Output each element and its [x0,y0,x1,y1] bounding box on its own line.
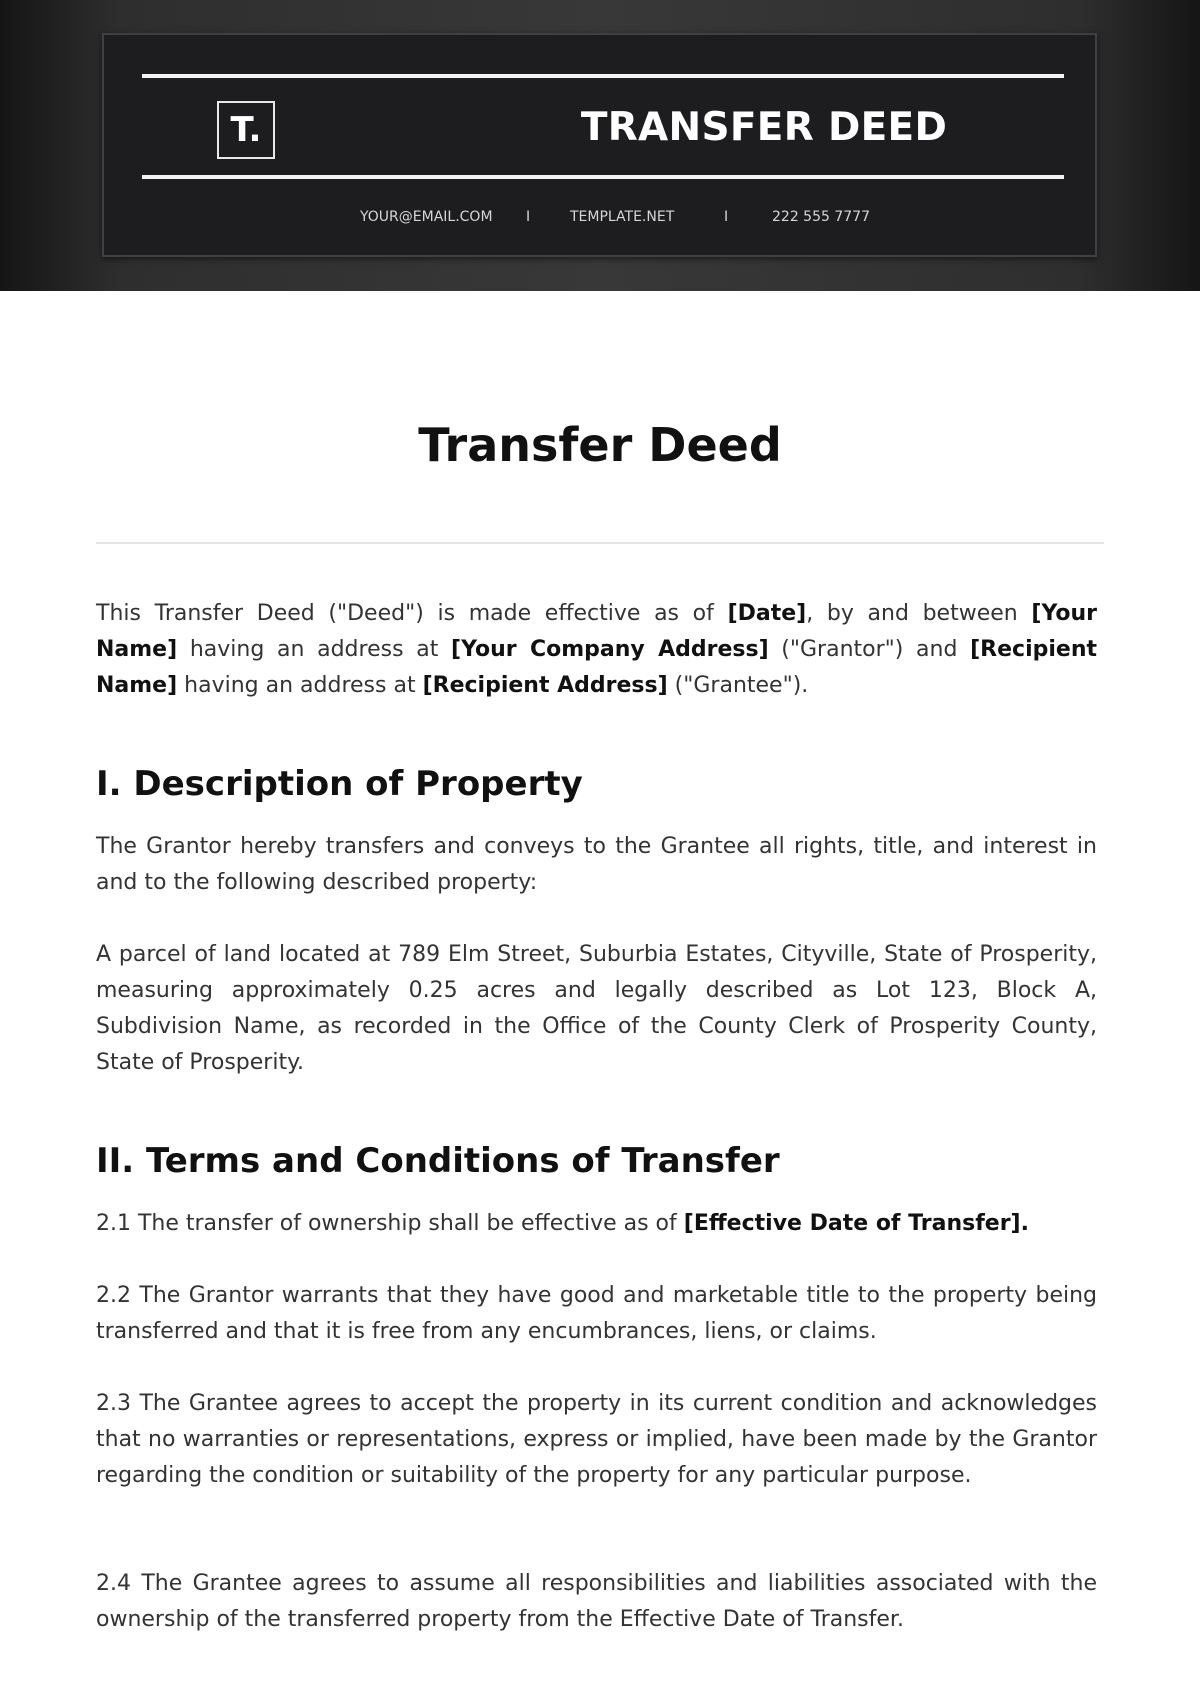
date-placeholder: [Date] [727,601,807,626]
recipient-name-placeholder: [Recipient Name] [96,637,1097,698]
banner-title: TRANSFER DEED [580,105,948,150]
section-2-heading: II. Terms and Conditions of Transfer [96,1141,780,1181]
section-1-paragraph-1: The Grantor hereby transfers and conveys to the Grantee all rights, title, and interest in and to the following described property: [96,834,1097,895]
logo: T. [217,101,275,159]
header-banner [0,0,1200,291]
clause-2-1: 2.1 The transfer of ownership shall be effective as of [Effective Date of Transfer]. [96,1211,1029,1236]
contact-separator: I [724,209,729,225]
recipient-address-placeholder: [Recipient Address] [422,673,668,698]
section-1-paragraph-2: A parcel of land located at 789 Elm Street, Suburbia Estates, Cityville, State of Prosperity, measuring approximately 0.25 acres and legally described as Lot 123, Block A, Subdivision Name, as recorded in the Office of the County Clerk of Prosperity County, State of Prosperity. [96,942,1097,1075]
contact-website: TEMPLATE.NET [570,209,675,225]
document-title: Transfer Deed [418,418,782,472]
section-1-heading: I. Description of Property [96,764,583,804]
contact-separator: I [526,209,531,225]
clause-2-2: 2.2 The Grantor warrants that they have good and marketable title to the property being transferred and that it is free from any encumbrances, liens, or claims. [96,1283,1097,1344]
header-bottom-rule [142,175,1064,179]
title-divider [96,542,1104,544]
header-top-rule [142,74,1064,78]
your-name-placeholder: [Your Name] [96,601,1097,662]
clause-2-4: 2.4 The Grantee agrees to assume all responsibilities and liabilities associated with the ownership of the transferred property from the Effective Date of Transfer. [96,1571,1097,1632]
clause-2-3: 2.3 The Grantee agrees to accept the property in its current condition and acknowledges that no warranties or representations, express or implied, have been made by the Grantor regarding the condition or suitability of the property for any particular purpose. [96,1391,1097,1488]
effective-date-placeholder: [Effective Date of Transfer]. [683,1211,1029,1236]
intro-paragraph: This Transfer Deed ("Deed") is made effective as of [Date], by and between [Your Name] having an address at [Your Company Address] ("Grantor") and [Recipient Name] having an address at [Recipient Address] ("Grantee"). [96,601,1097,698]
header-card [102,33,1097,257]
company-address-placeholder: [Your Company Address] [451,637,769,662]
contact-phone: 222 555 7777 [772,209,870,225]
contact-email: YOUR@EMAIL.COM [360,209,493,225]
